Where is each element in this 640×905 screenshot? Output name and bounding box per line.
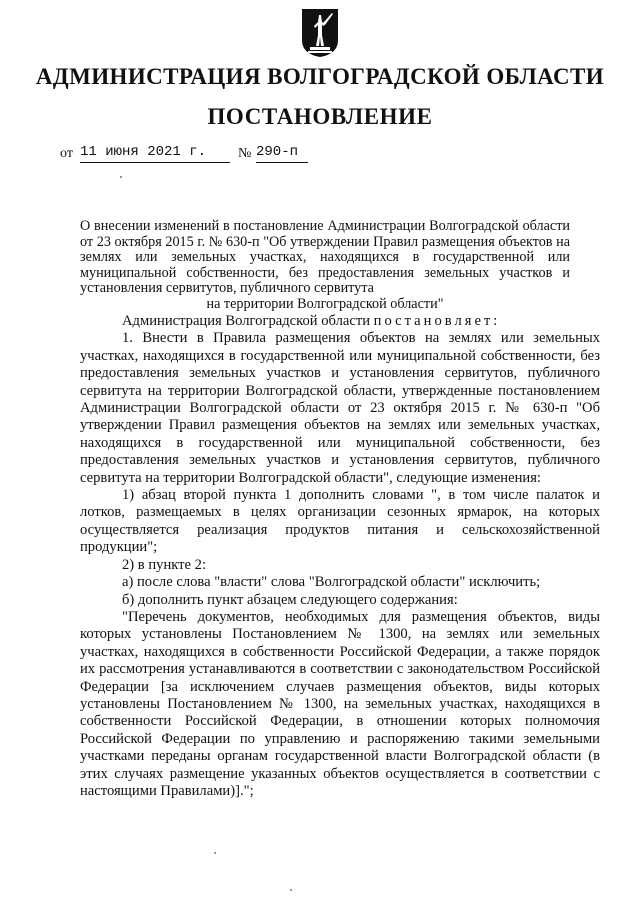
document-subject (80, 219, 570, 313)
document-number: 290-п (256, 144, 308, 163)
paragraph: 2) в пункте 2: (122, 556, 207, 573)
scan-speck (214, 852, 216, 854)
paragraph: 1. Внести в Правила размещения объектов на землях или земельных участках, находящихся в государственной или муниципальной собственности, без предоставления земельных участков и установления сервитутов, публичного сервитута на территории Волгоградской области, утвержденные постановлением Администрации Волгоградской области от 23 октября 2015 г. № 630-п "Об утверждении Правил размещения объектов на землях или земельных участках, находящихся в государственной или муниципальной собственности, без предоставления земельных участков и установления сервитутов, публичного сервитута на территории Волгоградской области", следующие изменения: (80, 330, 600, 486)
subject-line: в государственной или муниципальной собственности, без предоставления (80, 249, 570, 281)
paragraph: а) после слова "власти" слова "Волгоградской области" исключить; (122, 574, 541, 591)
number-label: № (238, 146, 252, 161)
document-date: 11 июня 2021 г. (80, 144, 230, 163)
scan-speck (290, 889, 292, 891)
subject-line: О внесении изменений в постановление Администрации Волгоградской (80, 218, 519, 234)
paragraph: б) дополнить пункт абзацем следующего содержания: (122, 591, 458, 608)
subject-line: области от 23 октября 2015 г. № 630-п "Об утверждении Правил (80, 218, 570, 250)
preamble (80, 313, 600, 330)
preamble-verb: постановляет: (373, 313, 501, 329)
paragraph: "Перечень документов, необходимых для размещения объектов, виды которых установлены Постановлением № 1300, на землях или земельных участках, находящихся в собственности Российской Федерации, а также порядок их рассмотрения устанавливаются в соответствии с законодательством Российской Федерации [за исключением случаев размещения объектов, виды которых установлены Постановлением № 1300, на земельных участках, находящихся в собственности Российской Федерации, в отношении которых полномочия Российской Федерации по управлению и распоряжению такими земельными участками переданы органам государственной власти Волгоградской области (в этих случаях размещение указанных объектов осуществляется в соответствии с настоящими Правилами)]."; (80, 608, 600, 799)
subject-line: земельных участков и установления сервитутов, публичного сервитута (80, 264, 570, 297)
paragraph: 1) абзац второй пункта 1 дополнить словами ", в том числе палаток и лотков, размещаемых в целях организации сезонных ярмарок, на которых осуществляется реализация продуктов питания и сельскохозяйственной продукции"; (80, 487, 600, 556)
date-from-label: от (60, 146, 73, 161)
document-type-title: ПОСТАНОВЛЕНИЕ (207, 104, 433, 129)
organization-title: АДМИНИСТРАЦИЯ ВОЛГОГРАДСКОЙ ОБЛАСТИ (35, 64, 605, 89)
subject-line-last: на территории Волгоградской области" (206, 295, 444, 312)
scan-speck (120, 176, 122, 178)
volgograd-emblem-icon (301, 8, 339, 58)
document-body (80, 313, 600, 800)
subject-line: размещения объектов на землях или земельных участках, находящихся (80, 233, 571, 266)
preamble-text: Администрация Волгоградской области (122, 313, 371, 329)
